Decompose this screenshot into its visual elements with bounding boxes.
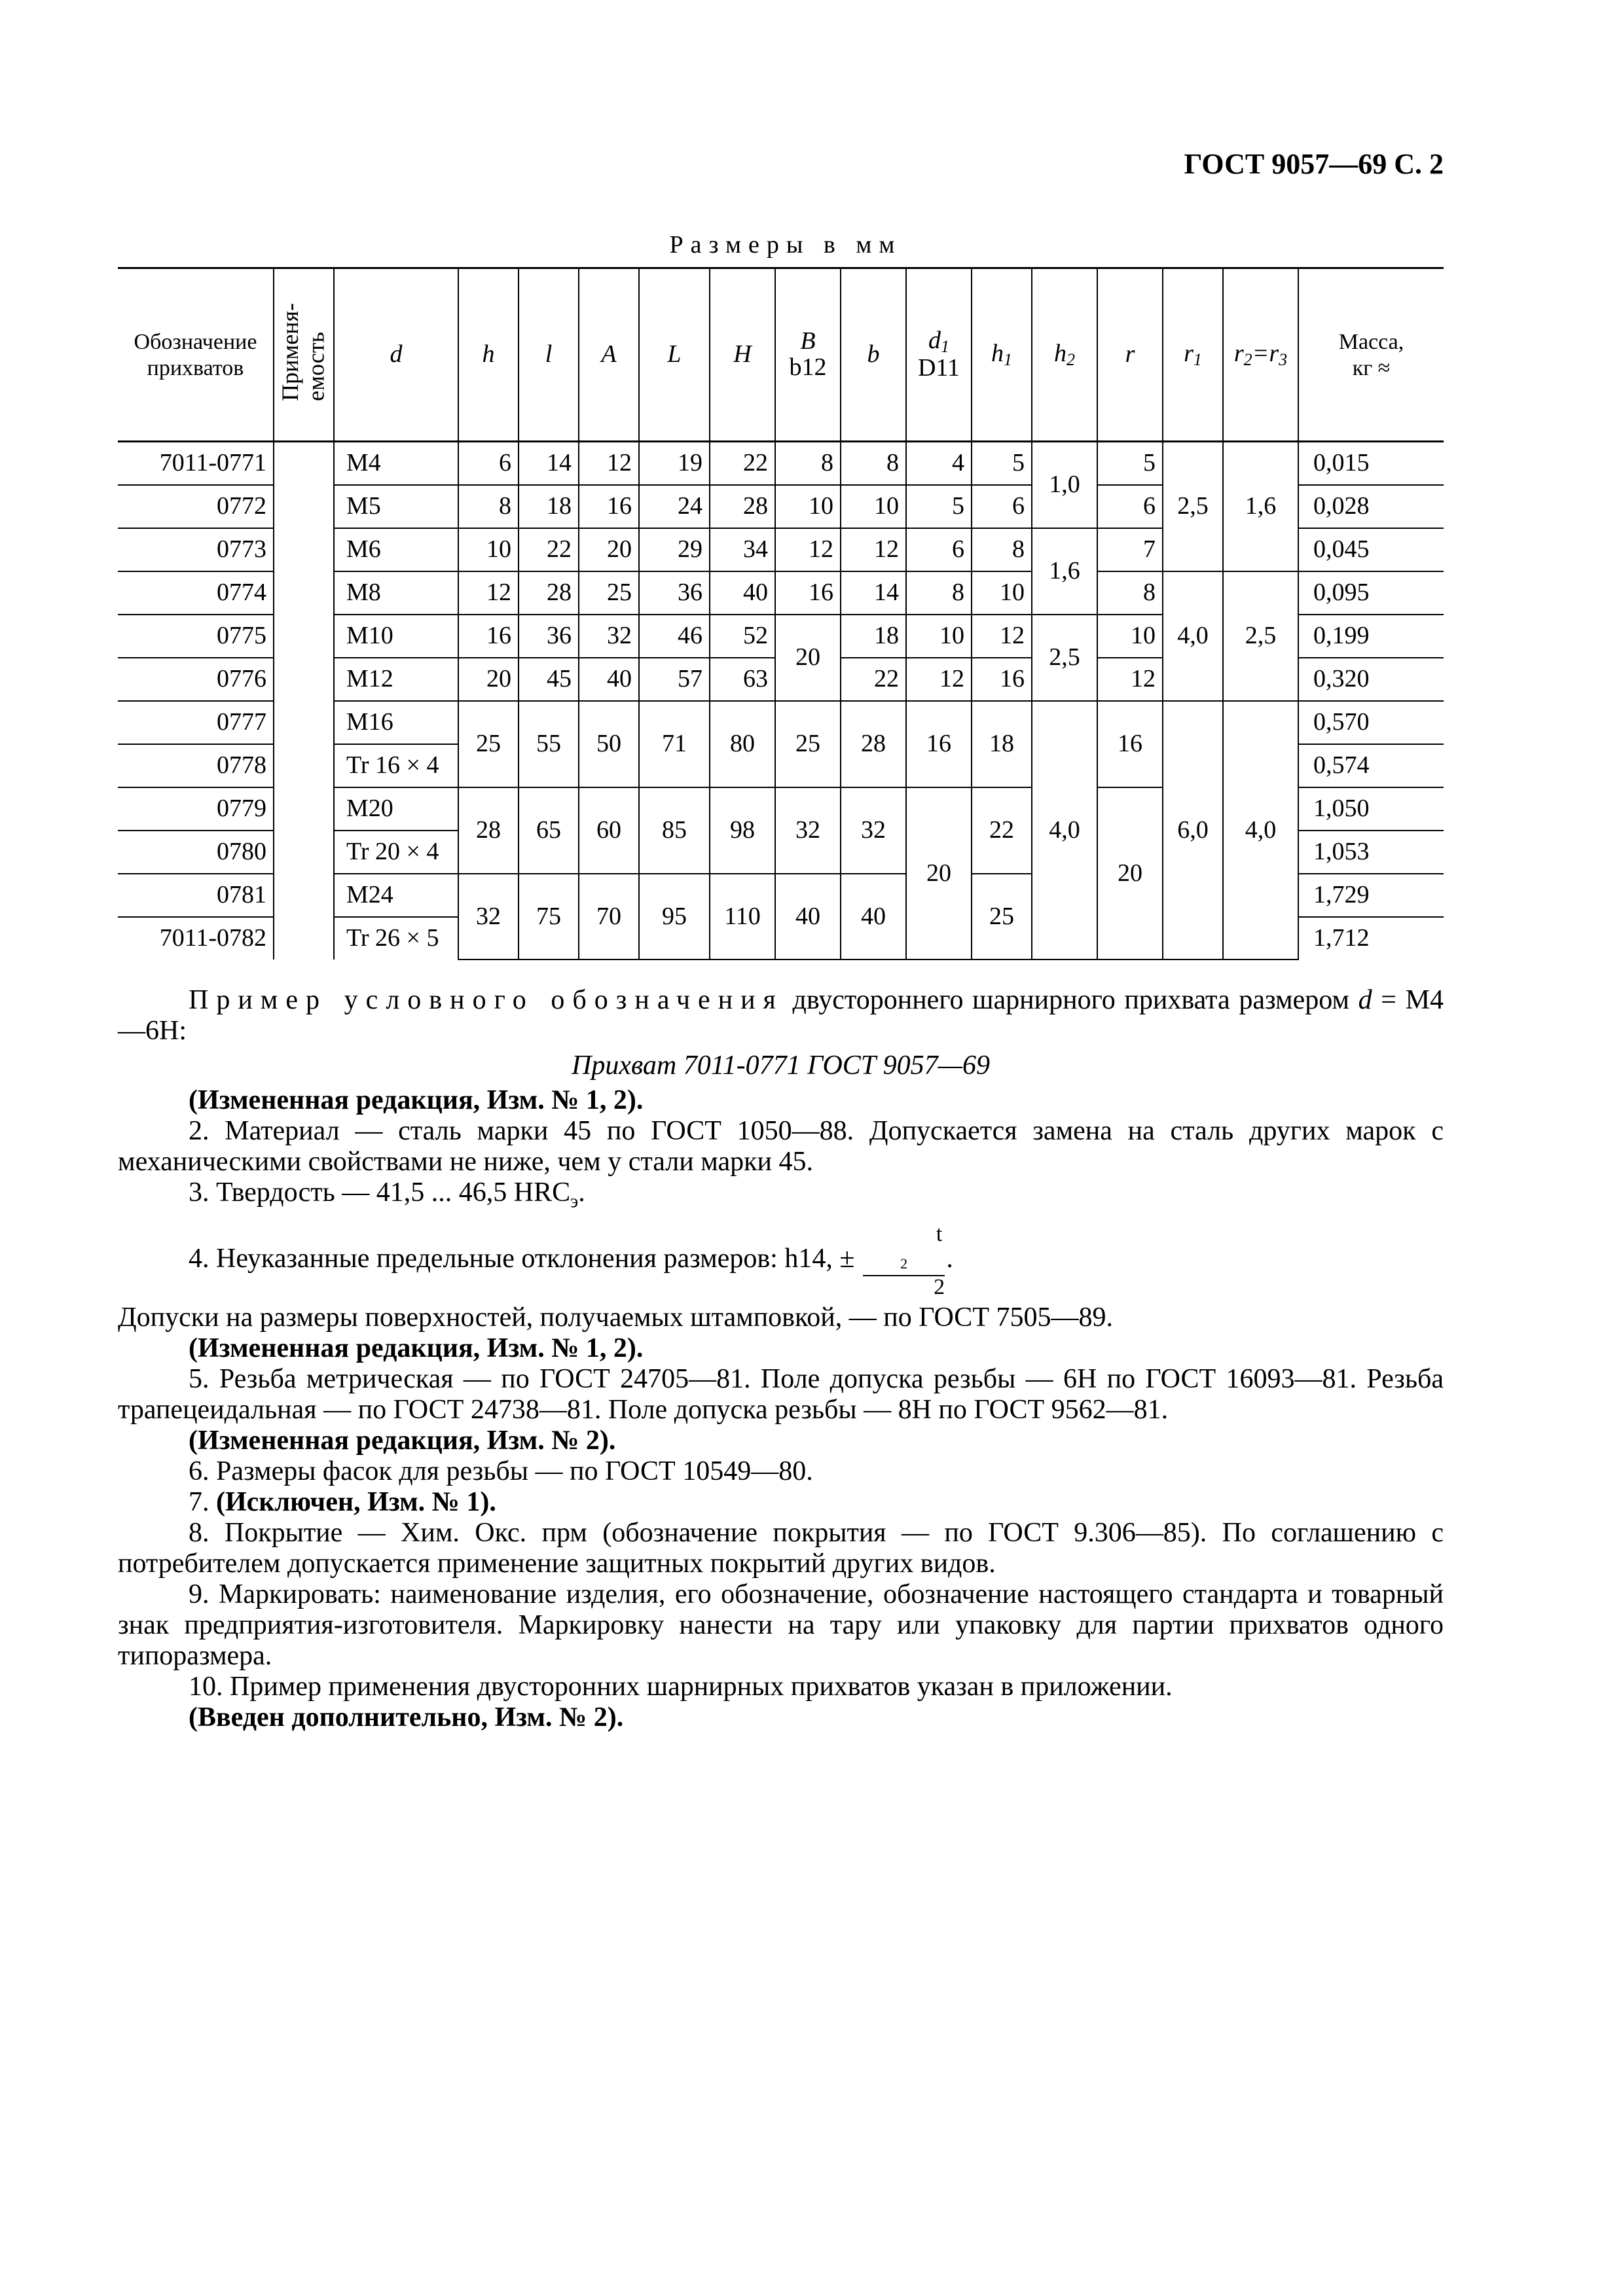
col-designation-header: Обозначение прихватов [118, 268, 274, 442]
table-row [118, 571, 1444, 615]
cell-mass: 0,320 [1298, 658, 1444, 701]
cell-designation: 0774 [118, 571, 274, 615]
cell-bigl: 57 [639, 658, 710, 701]
cell-l: 14 [519, 442, 579, 486]
cell-bigb: 12 [775, 528, 841, 571]
cell-d: M24 [334, 874, 458, 917]
cell-designation: 0780 [118, 831, 274, 874]
cell-a: 20 [579, 528, 639, 571]
cell-bigh: 80 [710, 701, 775, 787]
cell-d: M8 [334, 571, 458, 615]
cell-designation: 0773 [118, 528, 274, 571]
cell-h: 8 [458, 485, 519, 528]
cell-mass: 1,712 [1298, 917, 1444, 960]
revision-note: (Введен дополнительно, Изм. № 2). [189, 1702, 624, 1733]
col-h-header: h [458, 268, 519, 442]
cell-d1: 16 [906, 701, 972, 787]
cell-h: 6 [458, 442, 519, 486]
cell-h1: 25 [972, 874, 1032, 960]
cell-a: 32 [579, 615, 639, 658]
cell-r: 8 [1097, 571, 1163, 615]
cell-h1: 5 [972, 442, 1032, 486]
cell-h1: 8 [972, 528, 1032, 571]
revision-note: (Измененная редакция, Изм. № 2). [189, 1426, 616, 1456]
document-body [118, 985, 1444, 1733]
col-h1-header: $h_1$ [972, 268, 1032, 442]
cell-h2-group: 1,0 [1032, 442, 1097, 529]
table-header-row [118, 268, 1444, 442]
col-b-header: b [841, 268, 906, 442]
cell-designation: 7011-0771 [118, 442, 274, 486]
item-3: 3. Твердость — 41,5 ... 46,5 $HRC_э$. [189, 1177, 585, 1212]
col-r-header: r [1097, 268, 1163, 442]
cell-h2-group: 2,5 [1032, 615, 1097, 701]
cell-d1: 4 [906, 442, 972, 486]
col-mass-header: Масса, кг ≈ [1298, 268, 1444, 442]
cell-bigb: 10 [775, 485, 841, 528]
cell-mass: 0,045 [1298, 528, 1444, 571]
cell-bigl: 85 [639, 787, 710, 874]
cell-bigl: 71 [639, 701, 710, 787]
cell-a: 12 [579, 442, 639, 486]
cell-h1: 6 [972, 485, 1032, 528]
cell-bigb: 32 [775, 787, 841, 874]
cell-l: 22 [519, 528, 579, 571]
cell-applicability [274, 571, 334, 615]
cell-r: 7 [1097, 528, 1163, 571]
cell-bigh: 34 [710, 528, 775, 571]
cell-d: M5 [334, 485, 458, 528]
col-r1-header: $r_1$ [1163, 268, 1223, 442]
col-h2-header: $h_2$ [1032, 268, 1097, 442]
cell-h1: 10 [972, 571, 1032, 615]
cell-h: 25 [458, 701, 519, 787]
item-4-continuation: Допуски на размеры поверхностей, получаемых штамповкой, — по ГОСТ 7505—89. [118, 1302, 1113, 1333]
cell-l: 45 [519, 658, 579, 701]
cell-r1-group: 4,0 [1163, 571, 1223, 701]
table-row [118, 442, 1444, 486]
cell-d1: 6 [906, 528, 972, 571]
cell-l: 75 [519, 874, 579, 960]
cell-b: 40 [841, 874, 906, 960]
cell-d: Tr 26 × 5 [334, 917, 458, 960]
cell-b: 14 [841, 571, 906, 615]
cell-bigb: 8 [775, 442, 841, 486]
item-10: 10. Пример применения двусторонних шарнирных прихватов указан в приложении. [189, 1672, 1173, 1702]
cell-h: 32 [458, 874, 519, 960]
col-r23-header: $r_2=r_3$ [1223, 268, 1298, 442]
cell-applicability [274, 615, 334, 658]
cell-r1-group: 6,0 [1163, 701, 1223, 960]
cell-designation: 7011-0782 [118, 917, 274, 960]
cell-d: Tr 16 × 4 [334, 744, 458, 787]
cell-mass: 0,015 [1298, 442, 1444, 486]
item-6: 6. Размеры фасок для резьбы — по ГОСТ 10549—80. [189, 1456, 813, 1487]
cell-bigh: 28 [710, 485, 775, 528]
cell-designation: 0779 [118, 787, 274, 831]
item-9: 9. Маркировать: наименование изделия, его обозначение, обозначение настоящего стандарта и товарный знак предприятия-изготовителя. Маркировку нанести на тару или упаковку для партии прихватов одного типоразмера. [118, 1579, 1444, 1672]
cell-r: 10 [1097, 615, 1163, 658]
cell-mass: 0,199 [1298, 615, 1444, 658]
cell-mass: 1,050 [1298, 787, 1444, 831]
table-row [118, 701, 1444, 744]
cell-l: 36 [519, 615, 579, 658]
revision-note: (Измененная редакция, Изм. № 1, 2). [189, 1085, 644, 1115]
cell-l: 28 [519, 571, 579, 615]
cell-a: 70 [579, 874, 639, 960]
cell-b: 12 [841, 528, 906, 571]
cell-d1: 8 [906, 571, 972, 615]
example-designation: Прихват 7011-0771 ГОСТ 9057—69 [571, 1050, 990, 1081]
col-bigl-header: L [639, 268, 710, 442]
cell-designation: 0781 [118, 874, 274, 917]
cell-a: 25 [579, 571, 639, 615]
cell-applicability [274, 831, 334, 874]
cell-bigh: 63 [710, 658, 775, 701]
cell-d1: 5 [906, 485, 972, 528]
cell-bigb: 25 [775, 701, 841, 787]
cell-designation: 0775 [118, 615, 274, 658]
cell-r23-group: 4,0 [1223, 701, 1298, 960]
cell-designation: 0772 [118, 485, 274, 528]
cell-bigl: 36 [639, 571, 710, 615]
cell-bigl: 46 [639, 615, 710, 658]
item-4: 4. Неуказанные предельные отклонения размеров: h14, ± t $_2$ 2 . [189, 1222, 953, 1300]
cell-mass: 0,570 [1298, 701, 1444, 744]
cell-bigl: 19 [639, 442, 710, 486]
cell-bigl: 29 [639, 528, 710, 571]
col-d-header: d [334, 268, 458, 442]
cell-h: 28 [458, 787, 519, 874]
cell-b: 22 [841, 658, 906, 701]
cell-d: Tr 20 × 4 [334, 831, 458, 874]
cell-mass: 0,095 [1298, 571, 1444, 615]
cell-mass: 1,053 [1298, 831, 1444, 874]
cell-h2-group: 1,6 [1032, 528, 1097, 615]
cell-l: 65 [519, 787, 579, 874]
cell-mass: 0,574 [1298, 744, 1444, 787]
cell-a: 40 [579, 658, 639, 701]
cell-applicability [274, 701, 334, 744]
cell-h: 20 [458, 658, 519, 701]
cell-bigl: 24 [639, 485, 710, 528]
cell-r: 5 [1097, 442, 1163, 486]
cell-h1: 22 [972, 787, 1032, 874]
cell-designation: 0778 [118, 744, 274, 787]
revision-note: (Измененная редакция, Изм. № 1, 2). [189, 1333, 644, 1364]
dimensions-table [118, 267, 1444, 960]
cell-d: M16 [334, 701, 458, 744]
cell-r1-group: 2,5 [1163, 442, 1223, 572]
cell-b: 10 [841, 485, 906, 528]
cell-d1: 12 [906, 658, 972, 701]
cell-bigh: 52 [710, 615, 775, 658]
cell-d1: 20 [906, 787, 972, 960]
cell-b: 18 [841, 615, 906, 658]
item-2: 2. Материал — сталь марки 45 по ГОСТ 1050—88. Допускается замена на сталь других марок с механическими свойствами не ниже, чем у стали марки 45. [118, 1116, 1444, 1177]
cell-a: 16 [579, 485, 639, 528]
cell-bigb: 40 [775, 874, 841, 960]
cell-r23-group: 2,5 [1223, 571, 1298, 701]
cell-r: 20 [1097, 787, 1163, 960]
cell-d1: 10 [906, 615, 972, 658]
cell-r: 16 [1097, 701, 1163, 787]
col-d1-header: $d_1$ D11 [906, 268, 972, 442]
cell-mass: 0,028 [1298, 485, 1444, 528]
cell-d: M6 [334, 528, 458, 571]
cell-a: 60 [579, 787, 639, 874]
cell-r: 6 [1097, 485, 1163, 528]
col-l-header: l [519, 268, 579, 442]
cell-h: 16 [458, 615, 519, 658]
cell-bigh: 40 [710, 571, 775, 615]
cell-bigl: 95 [639, 874, 710, 960]
cell-h1: 16 [972, 658, 1032, 701]
item-8: 8. Покрытие — Хим. Окс. прм (обозначение покрытия — по ГОСТ 9.306—85). По соглашению с потребителем допускается применение защитных покрытий других видов. [118, 1518, 1444, 1579]
cell-r: 12 [1097, 658, 1163, 701]
cell-mass: 1,729 [1298, 874, 1444, 917]
cell-d: M20 [334, 787, 458, 831]
cell-r23-group: 1,6 [1223, 442, 1298, 572]
col-a-header: A [579, 268, 639, 442]
cell-applicability [274, 528, 334, 571]
cell-applicability [274, 787, 334, 831]
cell-l: 18 [519, 485, 579, 528]
cell-designation: 0776 [118, 658, 274, 701]
cell-l: 55 [519, 701, 579, 787]
cell-h: 10 [458, 528, 519, 571]
cell-applicability [274, 917, 334, 960]
cell-h: 12 [458, 571, 519, 615]
cell-bigb: 16 [775, 571, 841, 615]
cell-bigh: 110 [710, 874, 775, 960]
cell-b: 28 [841, 701, 906, 787]
cell-b: 8 [841, 442, 906, 486]
page-header: ГОСТ 9057—69 С. 2 [1184, 148, 1444, 180]
cell-b: 32 [841, 787, 906, 874]
cell-bigh: 22 [710, 442, 775, 486]
col-bigb-header: B b12 [775, 268, 841, 442]
item-5: 5. Резьба метрическая — по ГОСТ 24705—81. Поле допуска резьбы — 6H по ГОСТ 16093—81. Резьба трапецеидальная — по ГОСТ 24738—81. Поле допуска резьбы — 8H по ГОСТ 9562—81. [118, 1364, 1444, 1426]
cell-bigh: 98 [710, 787, 775, 874]
cell-designation: 0777 [118, 701, 274, 744]
cell-applicability [274, 744, 334, 787]
cell-a: 50 [579, 701, 639, 787]
item-7: 7. (Исключен, Изм. № 1). [189, 1487, 496, 1518]
cell-bigb: 20 [775, 615, 841, 701]
cell-applicability [274, 874, 334, 917]
units-caption: Размеры в мм [669, 231, 902, 259]
cell-d: M10 [334, 615, 458, 658]
cell-h2-group: 4,0 [1032, 701, 1097, 960]
cell-h1: 12 [972, 615, 1032, 658]
cell-applicability [274, 485, 334, 528]
cell-applicability [274, 442, 334, 486]
cell-applicability [274, 658, 334, 701]
col-applicability-header: Применя- емость [274, 268, 334, 442]
cell-h1: 18 [972, 701, 1032, 787]
cell-d: M12 [334, 658, 458, 701]
example-paragraph: Пример условного обозначения двустороннего шарнирного прихвата размером d = M4—6H: [118, 985, 1444, 1046]
col-bigh-header: H [710, 268, 775, 442]
cell-d: M4 [334, 442, 458, 486]
